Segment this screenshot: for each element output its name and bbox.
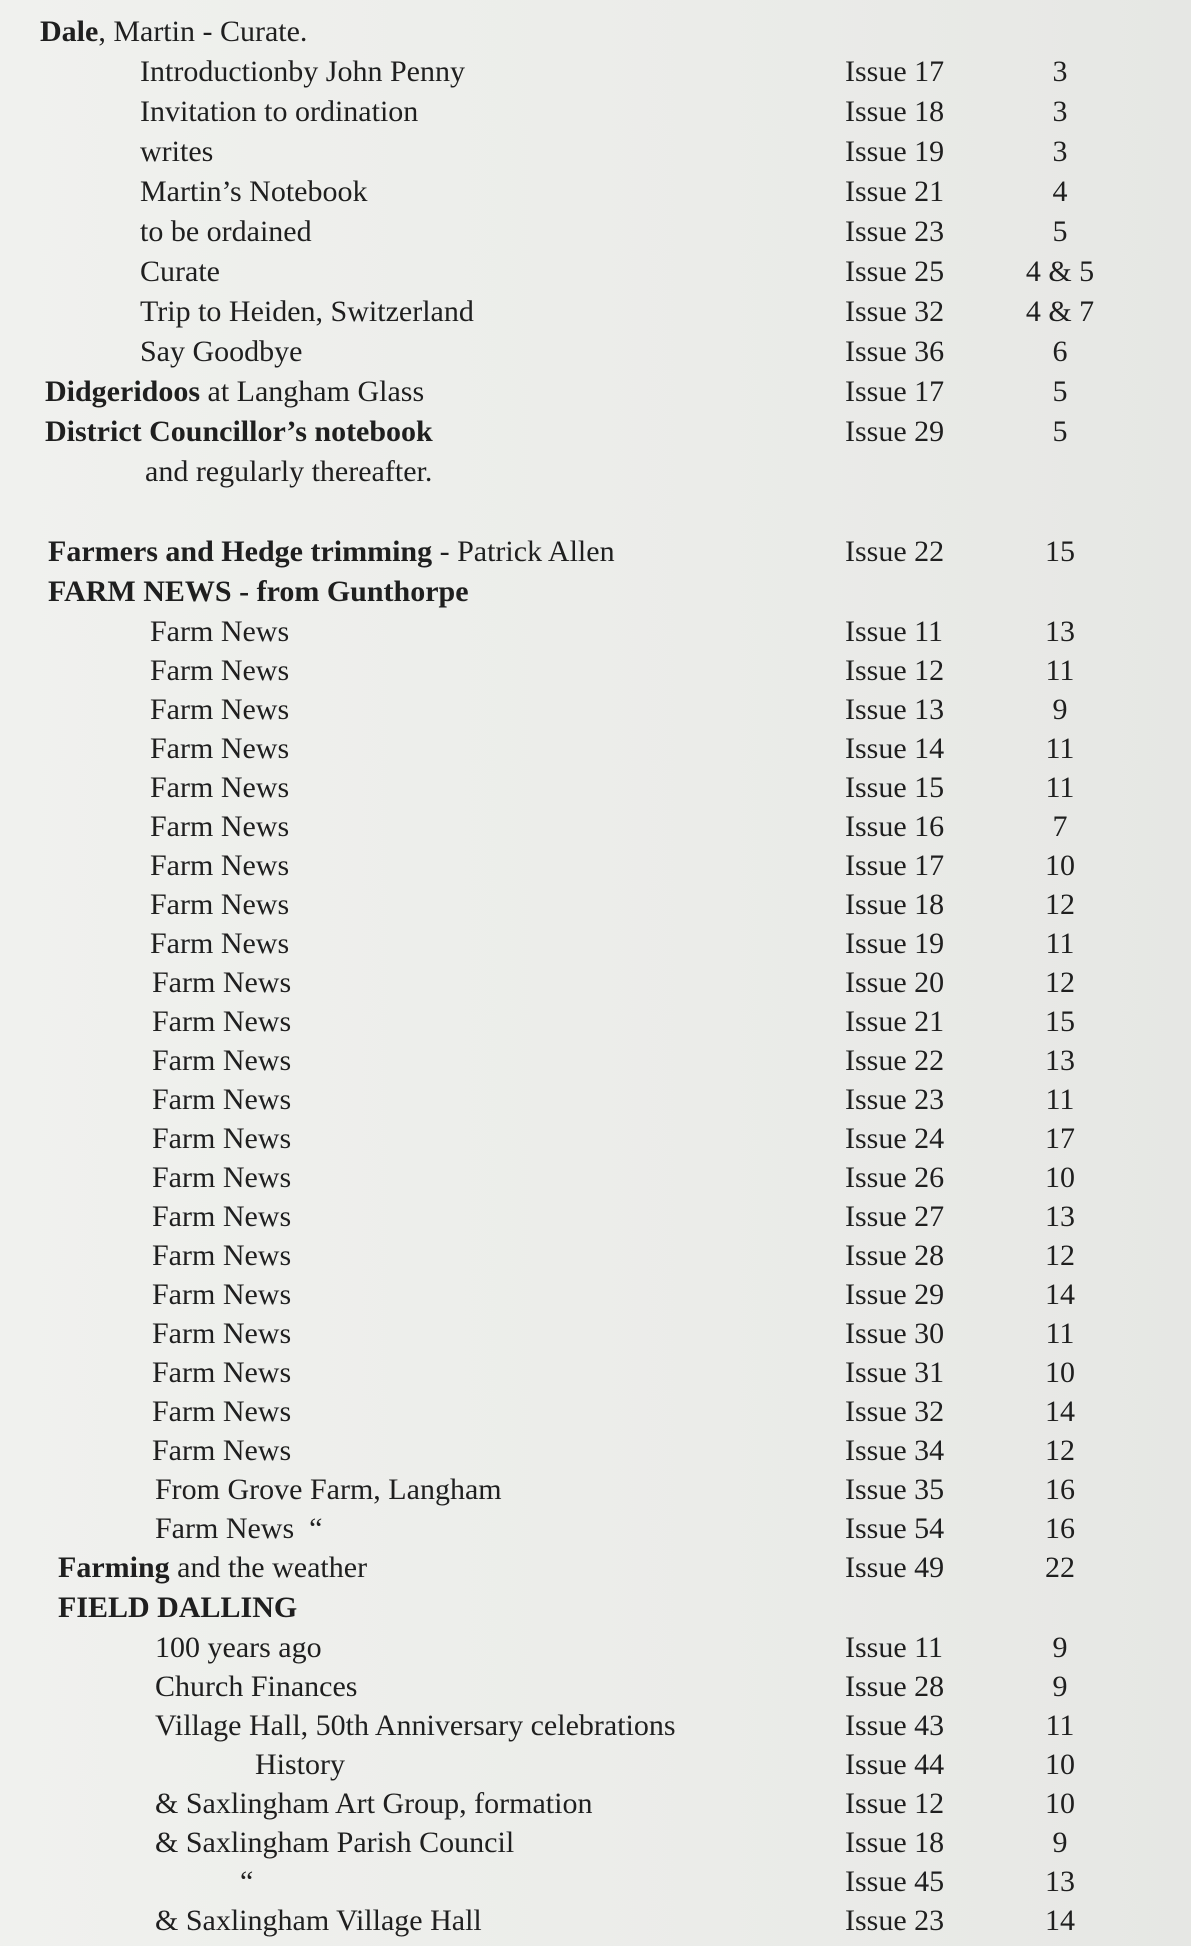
- index-entry: [0, 1628, 1191, 1668]
- entry-title: [140, 172, 367, 212]
- entry-issue: Issue 15: [845, 771, 945, 804]
- entry-title: [152, 1353, 291, 1393]
- entry-page: 13: [1045, 615, 1075, 648]
- entry-page: 12: [1045, 1239, 1075, 1272]
- entry-title: [150, 612, 289, 652]
- entry-page: 10: [1045, 1748, 1075, 1781]
- entry-issue: Issue 18: [845, 95, 945, 128]
- entry-issue: Issue 25: [845, 255, 945, 288]
- entry-text: Martin’s Notebook: [140, 175, 368, 208]
- entry-issue: Issue 18: [845, 888, 945, 921]
- entry-page: 3: [1052, 55, 1068, 88]
- entry-text: writes: [140, 135, 214, 168]
- entry-title: [140, 52, 465, 92]
- entry-text: 100 years ago: [155, 1631, 322, 1664]
- index-entry: [0, 412, 1191, 452]
- index-entry: [0, 1236, 1191, 1276]
- entry-text: “: [240, 1865, 254, 1898]
- index-entry: [0, 212, 1191, 252]
- entry-page: 12: [1045, 1434, 1075, 1467]
- entry-page: 16: [1045, 1512, 1075, 1545]
- entry-text: Introductionby John Penny: [140, 55, 465, 88]
- entry-issue: Issue 11: [845, 1631, 944, 1664]
- index-entry: [0, 1823, 1191, 1863]
- index-entry: [0, 690, 1191, 730]
- entry-issue: Issue 36: [845, 335, 945, 368]
- entry-title: [140, 92, 418, 132]
- index-entry: [0, 1353, 1191, 1393]
- entry-text: Farm News: [152, 1356, 292, 1389]
- entry-text: at Langham Glass: [200, 375, 425, 408]
- index-entry: [0, 452, 1191, 492]
- entry-page: 14: [1045, 1395, 1075, 1428]
- index-entry: [0, 1470, 1191, 1510]
- entry-heading: Farmers and Hedge trimming: [48, 535, 433, 568]
- entry-text: Farm News: [150, 810, 290, 843]
- entry-title: [152, 1314, 291, 1354]
- entry-text: Farm News: [150, 771, 290, 804]
- entry-heading: FARM NEWS - from Gunthorpe: [48, 575, 469, 608]
- entry-issue: Issue 17: [845, 375, 945, 408]
- entry-title: [152, 1041, 291, 1081]
- index-entry: [0, 729, 1191, 769]
- index-entry: [0, 1080, 1191, 1120]
- entry-title: [155, 1628, 322, 1668]
- entry-text: Farm News: [150, 927, 290, 960]
- entry-text: to be ordained: [140, 215, 312, 248]
- entry-page: 11: [1045, 732, 1075, 765]
- entry-issue: Issue 11: [845, 615, 944, 648]
- index-entry: [0, 768, 1191, 808]
- index-entry: [0, 572, 1191, 612]
- entry-issue: Issue 21: [845, 1005, 945, 1038]
- index-entry: [0, 172, 1191, 212]
- entry-title: [150, 885, 289, 925]
- entry-page: 5: [1052, 215, 1068, 248]
- entry-title: [152, 1158, 291, 1198]
- entry-title: [140, 292, 474, 332]
- entry-text: Farm News: [152, 1434, 292, 1467]
- entry-issue: Issue 24: [845, 1122, 945, 1155]
- index-entry: [0, 885, 1191, 925]
- entry-page: 3: [1052, 95, 1068, 128]
- entry-title: [48, 532, 615, 572]
- index-entry: [0, 846, 1191, 886]
- entry-text: Farm News: [150, 654, 290, 687]
- index-entry: [0, 252, 1191, 292]
- index-entry: [0, 1667, 1191, 1707]
- entry-page: 13: [1045, 1865, 1075, 1898]
- entry-text: Farm News: [152, 1161, 292, 1194]
- entry-heading: Didgeridoos: [45, 375, 201, 408]
- entry-issue: Issue 28: [845, 1239, 945, 1272]
- entry-text: Farm News: [150, 849, 290, 882]
- entry-page: 4 & 5: [1025, 255, 1095, 288]
- index-entry: [0, 92, 1191, 132]
- entry-title: [140, 332, 302, 372]
- entry-page: 11: [1045, 771, 1075, 804]
- entry-title: [155, 1667, 357, 1707]
- entry-page: 9: [1052, 1826, 1068, 1859]
- entry-issue: Issue 30: [845, 1317, 945, 1350]
- entry-page: 5: [1052, 415, 1068, 448]
- entry-text: Farm News “: [155, 1512, 323, 1545]
- entry-page: 9: [1052, 1631, 1068, 1664]
- entry-page: 10: [1045, 1787, 1075, 1820]
- entry-issue: Issue 23: [845, 215, 945, 248]
- entry-page: 9: [1052, 693, 1068, 726]
- index-entry: [0, 132, 1191, 172]
- entry-page: 13: [1045, 1044, 1075, 1077]
- index-entry: [0, 292, 1191, 332]
- index-entry: [0, 924, 1191, 964]
- entry-text: & Saxlingham Art Group, formation: [155, 1787, 593, 1820]
- entry-title: [145, 452, 432, 492]
- entry-text: Farm News: [150, 888, 290, 921]
- entry-title: [152, 1392, 291, 1432]
- entry-text: Curate: [140, 255, 220, 288]
- entry-page: 11: [1045, 1709, 1075, 1742]
- entry-issue: Issue 26: [845, 1161, 945, 1194]
- entry-page: 16: [1045, 1473, 1075, 1506]
- entry-text: & Saxlingham Village Hall: [155, 1904, 482, 1937]
- entry-page: 6: [1052, 335, 1068, 368]
- entry-title: [152, 1080, 291, 1120]
- index-entry: [0, 332, 1191, 372]
- entry-title: [140, 132, 213, 172]
- entry-text: Farm News: [152, 1083, 292, 1116]
- entry-text: - Patrick Allen: [432, 535, 615, 568]
- entry-title: [240, 1862, 253, 1902]
- entry-text: Village Hall, 50th Anniversary celebrations: [155, 1709, 676, 1742]
- entry-issue: Issue 35: [845, 1473, 945, 1506]
- entry-title: [45, 412, 433, 452]
- entry-issue: Issue 43: [845, 1709, 945, 1742]
- entry-title: [152, 1236, 291, 1276]
- entry-issue: Issue 12: [845, 654, 945, 687]
- entry-text: Church Finances: [155, 1670, 358, 1703]
- entry-issue: Issue 17: [845, 55, 945, 88]
- index-entry: [0, 963, 1191, 1003]
- index-entry: [0, 1784, 1191, 1824]
- entry-page: 11: [1045, 1083, 1075, 1116]
- entry-text: Farm News: [152, 1005, 292, 1038]
- entry-text: , Martin - Curate.: [98, 15, 308, 48]
- entry-page: 10: [1045, 849, 1075, 882]
- entry-issue: Issue 32: [845, 295, 945, 328]
- entry-text: Farm News: [152, 1200, 292, 1233]
- entry-issue: Issue 49: [845, 1551, 945, 1584]
- entry-text: & Saxlingham Parish Council: [155, 1826, 515, 1859]
- entry-title: [152, 1275, 291, 1315]
- entry-text: Farm News: [152, 1239, 292, 1272]
- entry-page: 15: [1045, 535, 1075, 568]
- index-entry: [0, 1119, 1191, 1159]
- entry-issue: Issue 19: [845, 927, 945, 960]
- index-entry: [0, 1158, 1191, 1198]
- index-entry: [0, 807, 1191, 847]
- index-entry: [0, 1002, 1191, 1042]
- index-entry: [0, 532, 1191, 572]
- entry-text: History: [255, 1748, 345, 1781]
- entry-issue: Issue 29: [845, 415, 945, 448]
- entry-page: 14: [1045, 1904, 1075, 1937]
- index-entry: [0, 1588, 1191, 1628]
- entry-issue: Issue 28: [845, 1670, 945, 1703]
- entry-issue: Issue 32: [845, 1395, 945, 1428]
- entry-text: From Grove Farm, Langham: [155, 1473, 502, 1506]
- entry-title: [140, 252, 220, 292]
- entry-issue: Issue 14: [845, 732, 945, 765]
- entry-issue: Issue 18: [845, 1826, 945, 1859]
- entry-issue: Issue 17: [845, 849, 945, 882]
- index-entry: [0, 1275, 1191, 1315]
- entry-page: 14: [1045, 1278, 1075, 1311]
- entry-text: Say Goodbye: [140, 335, 303, 368]
- entry-issue: Issue 45: [845, 1865, 945, 1898]
- index-entry: [0, 372, 1191, 412]
- entry-issue: Issue 16: [845, 810, 945, 843]
- index-entry: [0, 1706, 1191, 1746]
- entry-title: [155, 1784, 592, 1824]
- entry-title: [155, 1509, 322, 1549]
- index-entry: [0, 1392, 1191, 1432]
- index-entry: [0, 1745, 1191, 1785]
- entry-issue: Issue 23: [845, 1083, 945, 1116]
- entry-title: [155, 1823, 514, 1863]
- entry-page: 10: [1045, 1356, 1075, 1389]
- entry-page: 4 & 7: [1025, 295, 1095, 328]
- index-entry: [0, 1509, 1191, 1549]
- entry-page: 4: [1052, 175, 1068, 208]
- entry-title: [155, 1901, 482, 1941]
- entry-title: [150, 924, 289, 964]
- entry-title: [152, 1002, 291, 1042]
- entry-title: [155, 1470, 502, 1510]
- entry-text: and the weather: [169, 1551, 368, 1584]
- entry-heading: Dale: [40, 15, 99, 48]
- entry-text: Farm News: [152, 966, 292, 999]
- entry-title: [150, 690, 289, 730]
- index-entry: [0, 1548, 1191, 1588]
- entry-page: 15: [1045, 1005, 1075, 1038]
- entry-text: Invitation to ordination: [140, 95, 419, 128]
- entry-title: [140, 212, 312, 252]
- entry-page: 10: [1045, 1161, 1075, 1194]
- entry-title: [150, 729, 289, 769]
- entry-page: 12: [1045, 966, 1075, 999]
- entry-issue: Issue 54: [845, 1512, 945, 1545]
- entry-text: Farm News: [152, 1317, 292, 1350]
- index-entry: [0, 1314, 1191, 1354]
- entry-issue: Issue 20: [845, 966, 945, 999]
- entry-page: 11: [1045, 1317, 1075, 1350]
- entry-page: 3: [1052, 135, 1068, 168]
- entry-issue: Issue 22: [845, 1044, 945, 1077]
- entry-issue: Issue 12: [845, 1787, 945, 1820]
- entry-issue: Issue 23: [845, 1904, 945, 1937]
- entry-text: and regularly thereafter.: [145, 455, 433, 488]
- entry-page: 12: [1045, 888, 1075, 921]
- entry-title: [152, 1197, 291, 1237]
- entry-text: Trip to Heiden, Switzerland: [140, 295, 474, 328]
- entry-issue: Issue 31: [845, 1356, 945, 1389]
- entry-page: 7: [1052, 810, 1068, 843]
- entry-heading: Farming: [58, 1551, 170, 1584]
- entry-title: [58, 1548, 367, 1588]
- entry-title: [58, 1588, 297, 1628]
- entry-page: 17: [1045, 1122, 1075, 1155]
- entry-page: 13: [1045, 1200, 1075, 1233]
- entry-text: Farm News: [150, 693, 290, 726]
- index-entry: [0, 52, 1191, 92]
- entry-page: 5: [1052, 375, 1068, 408]
- entry-issue: Issue 21: [845, 175, 945, 208]
- entry-title: [152, 1431, 291, 1471]
- entry-title: [255, 1745, 345, 1785]
- entry-text: Farm News: [150, 615, 290, 648]
- index-entry: [0, 1901, 1191, 1941]
- entry-issue: Issue 27: [845, 1200, 945, 1233]
- entry-title: [48, 572, 469, 612]
- index-entry: [0, 651, 1191, 691]
- entry-page: 22: [1045, 1551, 1075, 1584]
- entry-issue: Issue 34: [845, 1434, 945, 1467]
- entry-page: 11: [1045, 654, 1075, 687]
- entry-page: 9: [1052, 1670, 1068, 1703]
- entry-title: [40, 12, 307, 52]
- entry-issue: Issue 22: [845, 535, 945, 568]
- index-entry: [0, 1041, 1191, 1081]
- entry-heading: District Councillor’s notebook: [45, 415, 433, 448]
- index-entry: [0, 1431, 1191, 1471]
- entry-page: 11: [1045, 927, 1075, 960]
- entry-title: [150, 807, 289, 847]
- entry-heading: FIELD DALLING: [58, 1591, 298, 1624]
- entry-title: [152, 1119, 291, 1159]
- index-entry: [0, 1862, 1191, 1902]
- index-entry: [0, 12, 1191, 52]
- entry-issue: Issue 44: [845, 1748, 945, 1781]
- entry-text: Farm News: [152, 1278, 292, 1311]
- entry-text: Farm News: [150, 732, 290, 765]
- entry-title: [150, 768, 289, 808]
- entry-title: [45, 372, 424, 412]
- index-entry: [0, 1197, 1191, 1237]
- entry-text: Farm News: [152, 1122, 292, 1155]
- entry-title: [150, 651, 289, 691]
- entry-title: [150, 846, 289, 886]
- entry-issue: Issue 19: [845, 135, 945, 168]
- entry-issue: Issue 13: [845, 693, 945, 726]
- entry-text: Farm News: [152, 1044, 292, 1077]
- entry-issue: Issue 29: [845, 1278, 945, 1311]
- entry-text: Farm News: [152, 1395, 292, 1428]
- entry-title: [152, 963, 291, 1003]
- index-entry: [0, 612, 1191, 652]
- entry-title: [155, 1706, 676, 1746]
